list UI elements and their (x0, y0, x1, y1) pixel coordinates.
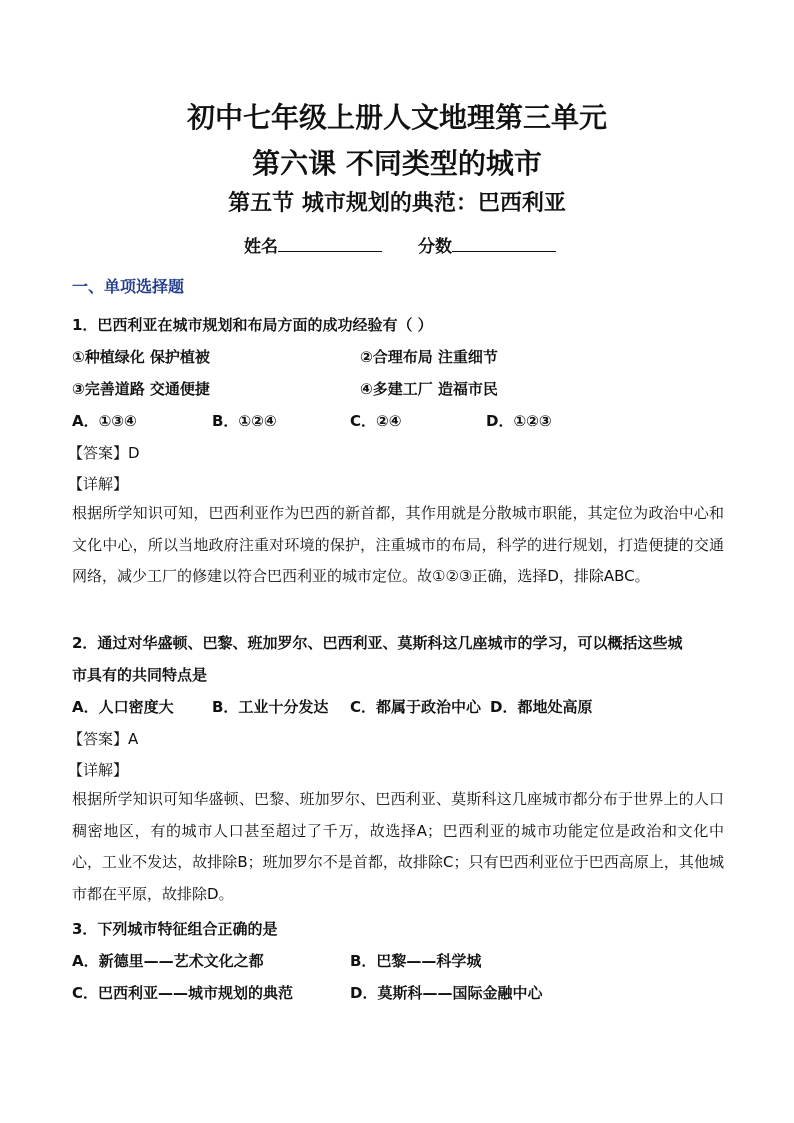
section-heading: 一、单项选择题 (72, 277, 185, 296)
q1-item-1: ①种植绿化 保护植被 (72, 348, 210, 366)
name-label: 姓名 (244, 237, 278, 257)
q2-detail-label: 【详解】 (68, 761, 129, 779)
lesson-title: 第六课 不同类型的城市 (252, 147, 542, 180)
q1-item-2: ②合理布局 注重细节 (360, 348, 498, 366)
q1-answer-label: 【答案】 (68, 444, 129, 462)
q1-option-c: C．②④ (350, 412, 402, 430)
q2-detail-text: 根据所学知识可知华盛顿、巴黎、班加罗尔、巴西利亚、莫斯科这几座城市都分布于世界上的人口稠密地区，有的城市人口甚至超过了千万，故选择A；巴西利亚的城市功能定位是政治和文化中心，工业不发达，故排除B；班加罗尔不是首都，故排除C；只有巴西利亚位于巴西高原上，其他城市都在平原，故排除D。 (72, 790, 724, 903)
name-blank[interactable] (278, 237, 382, 252)
q1-detail-text: 根据所学知识可知，巴西利亚作为巴西的新首都，其作用就是分散城市职能，其定位为政治中心和文化中心，所以当地政府注重对环境的保护，注重城市的布局，科学的进行规划，打造便捷的交通网络，减少工厂的修建以符合巴西利亚的城市定位。故①②③正确，选择D，排除ABC。 (72, 504, 724, 585)
q2-option-c: C．都属于政治中心 (350, 698, 482, 716)
q1-answer-value: D (128, 444, 140, 462)
q1-item-3: ③完善道路 交通便捷 (72, 380, 210, 398)
main-title: 初中七年级上册人文地理第三单元 (186, 101, 607, 134)
q2-option-b: B．工业十分发达 (212, 698, 329, 716)
q3-option-d: D．莫斯科——国际金融中心 (350, 984, 543, 1002)
q2-answer-value: A (128, 730, 139, 748)
q3-option-b: B．巴黎——科学城 (350, 952, 482, 970)
q1-item-4: ④多建工厂 造福市民 (360, 380, 498, 398)
q3-stem: 3．下列城市特征组合正确的是 (72, 920, 278, 938)
q1-option-d: D．①②③ (486, 412, 552, 430)
q1-detail-label: 【详解】 (68, 475, 129, 493)
q3-option-a: A．新德里——艺术文化之都 (72, 952, 264, 970)
q1-option-a: A．①③④ (72, 412, 137, 430)
q2-answer (68, 728, 138, 749)
q3-option-c: C．巴西利亚——城市规划的典范 (72, 984, 294, 1002)
q2-option-d: D．都地处高原 (490, 698, 593, 716)
q2-stem-line-1: 2．通过对华盛顿、巴黎、班加罗尔、巴西利亚、莫斯科这几座城市的学习，可以概括这些城 (72, 634, 683, 652)
q1-stem: 1．巴西利亚在城市规划和布局方面的成功经验有（ ） (72, 316, 433, 334)
name-field (244, 232, 382, 257)
score-blank[interactable] (452, 237, 556, 252)
score-label: 分数 (418, 237, 452, 257)
q2-answer-label: 【答案】 (68, 730, 129, 748)
q2-option-a: A．人口密度大 (72, 698, 174, 716)
section-title: 第五节 城市规划的典范：巴西利亚 (228, 190, 566, 216)
score-field (418, 232, 556, 257)
q1-option-b: B．①②④ (212, 412, 277, 430)
q1-answer (68, 442, 140, 463)
q2-stem-line-2: 市具有的共同特点是 (72, 666, 208, 684)
